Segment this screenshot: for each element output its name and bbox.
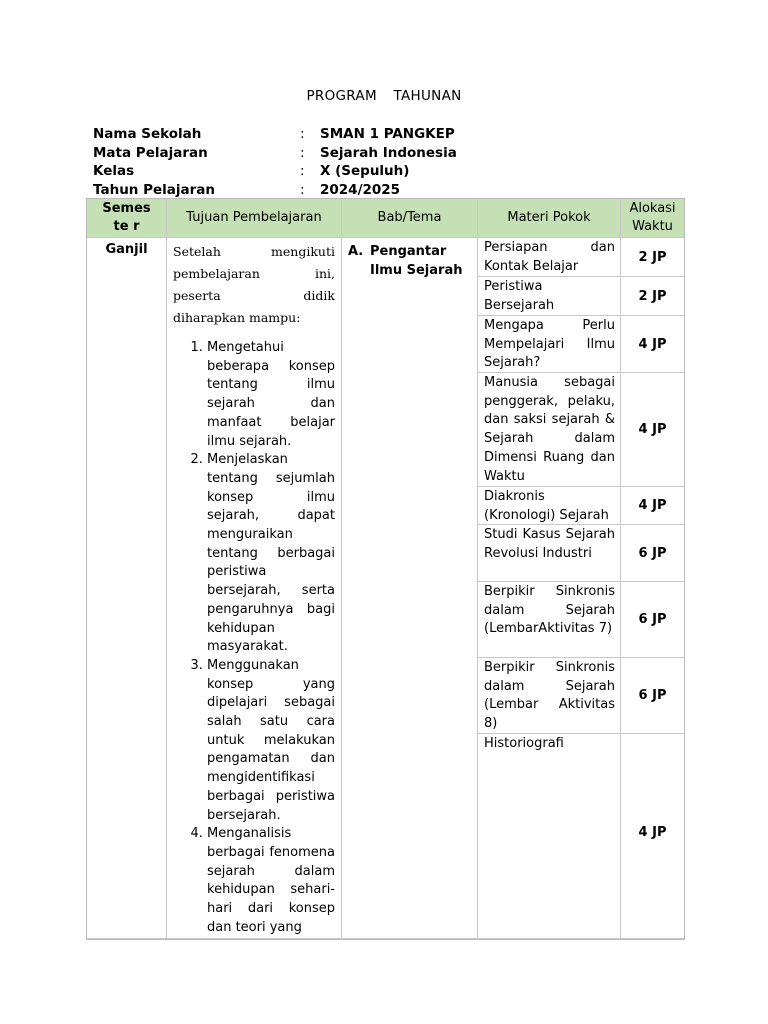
tujuan-intro: Setelah mengikuti pembelajaran ini, peserta didik (173, 244, 335, 303)
header-alokasi: Alokasi Waktu (621, 199, 684, 238)
info-value: Sejarah Indonesia (320, 144, 457, 161)
materi-item: Manusia sebagai penggerak, pelaku, dan saksi sejarah & Sejarah dalam Dimensi Ruang dan Waktu (478, 373, 620, 487)
info-colon: : (300, 126, 305, 142)
alokasi-value: 2 JP (621, 238, 684, 277)
info-row-year (93, 181, 457, 200)
tujuan-cell (167, 238, 342, 939)
materi-item: Historiografi (484, 736, 564, 751)
materi-item: Studi Kasus Sejarah Revolusi Industri (478, 525, 620, 582)
bab-title: Pengantar Ilmu Sejarah (370, 244, 463, 278)
info-label: Nama Sekolah (93, 126, 202, 142)
list-item: 3. Menggunakan konsep yang dipelajari sebagai salah satu cara untuk melakukan pengamatan dan mengidentifikasi berbagai peristiwa bersejarah. (207, 657, 335, 825)
info-label: Kelas (93, 163, 135, 179)
alokasi-value: 6 JP (621, 658, 684, 734)
materi-item: Mengapa Perlu Mempelajari Ilmu Sejarah? (478, 316, 620, 373)
materi-list (478, 238, 620, 931)
header-tujuan: Tujuan Pembelajaran (167, 199, 342, 238)
header-semester: Semeste r (87, 199, 167, 238)
alokasi-value: 4 JP (621, 373, 684, 487)
header-materi: Materi Pokok (478, 199, 621, 238)
alokasi-list (621, 238, 684, 930)
materi-cell (478, 238, 621, 939)
document-title: PROGRAM TAHUNAN (306, 88, 462, 104)
program-table (86, 198, 685, 940)
list-item: 4. Menganalisis berbagai fenomena sejarah dalam kehidupan sehari-hari dari konsep dan teori yang (207, 825, 335, 937)
info-label: Mata Pelajaran (93, 144, 208, 161)
alokasi-cell (621, 238, 684, 939)
list-item: 1. Mengetahui beberapa konsep tentang ilmu sejarah dan manfaat belajar ilmu sejarah. (207, 339, 335, 451)
alokasi-value: 4 JP (621, 316, 684, 373)
info-label: Tahun Pelajaran (93, 181, 216, 198)
list-item: 2. Menjelaskan tentang sejumlah konsep ilmu sejarah, dapat menguraikan tentang berbagai peristiwa bersejarah, serta pengaruhnya bagi kehidupan masyarakat. (207, 451, 335, 657)
materi-item: Peristiwa Bersejarah (478, 277, 620, 316)
info-row-class (93, 162, 457, 181)
materi-item: Berpikir Sinkronis dalam Sejarah (Lembar Aktivitas 8) (478, 658, 620, 734)
tujuan-list (173, 339, 335, 938)
alokasi-value: 2 JP (621, 277, 684, 316)
bab-marker: A. (348, 244, 364, 259)
school-info (93, 125, 457, 199)
bab-cell (342, 238, 478, 939)
info-colon: : (300, 181, 305, 198)
alokasi-value: 4 JP (638, 824, 667, 840)
info-colon: : (300, 163, 305, 179)
bab-item (348, 242, 471, 280)
tujuan-intro-last: diharapkan mampu: (173, 310, 301, 325)
materi-item: Diakronis (Kronologi) Sejarah (478, 487, 620, 525)
info-value: X (Sepuluh) (320, 163, 410, 179)
header-bab: Bab/Tema (342, 199, 478, 238)
info-colon: : (300, 144, 305, 161)
info-row-subject (93, 144, 457, 163)
materi-item: Berpikir Sinkronis dalam Sejarah (LembarAktivitas 7) (478, 582, 620, 658)
semester-cell: Ganjil (87, 238, 167, 939)
materi-item: Persiapan dan Kontak Belajar (478, 238, 620, 277)
info-value: 2024/2025 (320, 181, 401, 198)
alokasi-value: 4 JP (621, 487, 684, 525)
table-header-row (87, 199, 684, 238)
table-row (87, 238, 684, 939)
info-row-school (93, 125, 457, 144)
alokasi-value: 6 JP (621, 525, 684, 582)
alokasi-value: 6 JP (621, 582, 684, 658)
info-value: SMAN 1 PANGKEP (320, 126, 455, 142)
